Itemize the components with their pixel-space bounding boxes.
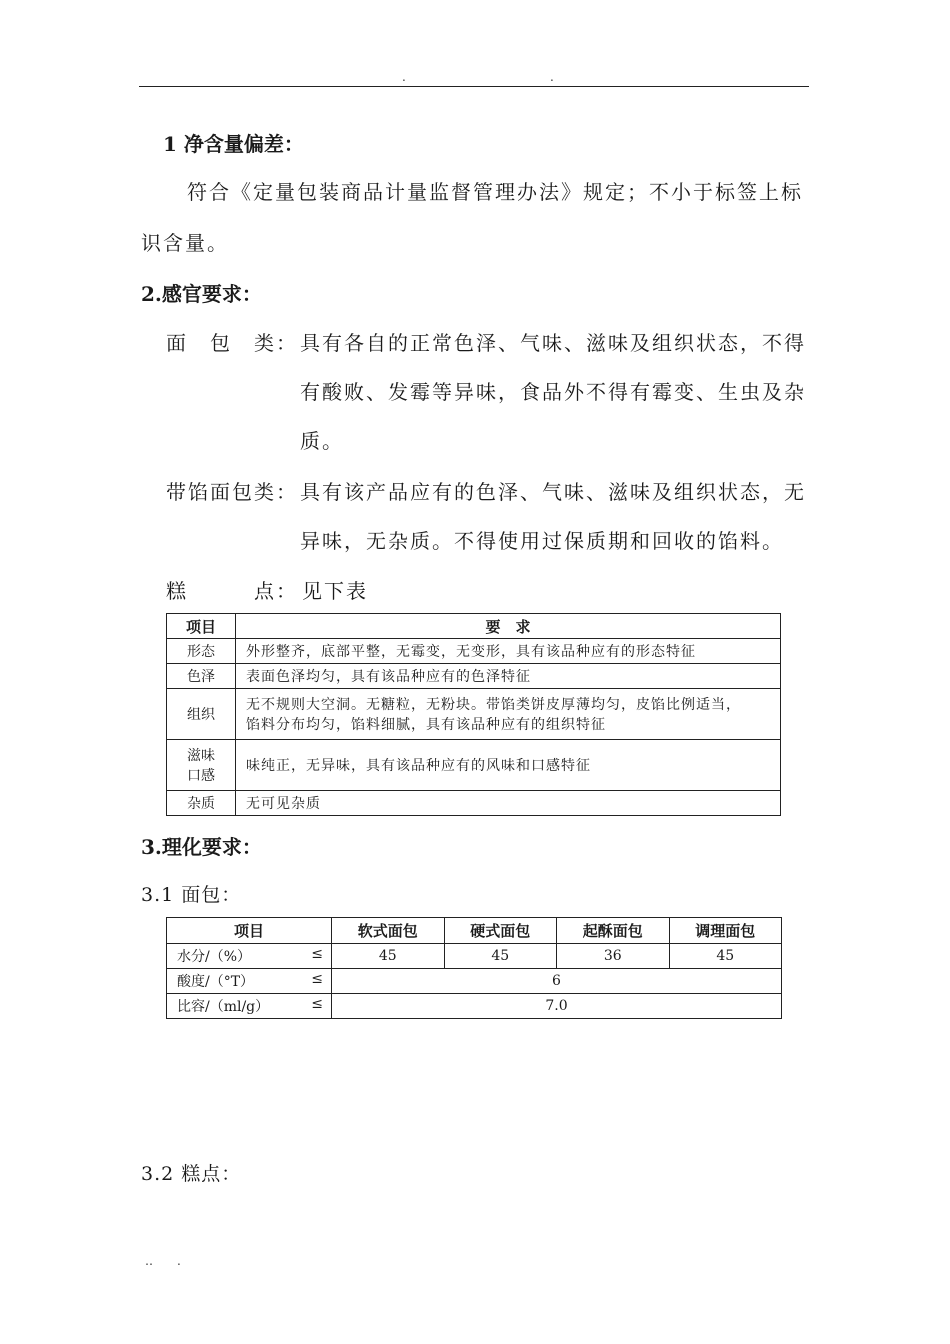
row-item: 杂质 (167, 791, 236, 816)
col-header-puff-bread: 起酥面包 (557, 918, 670, 944)
table-row (167, 944, 782, 969)
footer-dots: ‥ . (145, 1254, 181, 1268)
bread-text-line1: 具有各自的正常色泽、气味、滋味及组织状态，不得 (300, 331, 806, 355)
value-cell: 45 (669, 944, 782, 969)
section2-title: 2.感官要求： (141, 282, 262, 306)
col-header-prepared-bread: 调理面包 (669, 918, 782, 944)
col-header-item: 项目 (167, 918, 332, 944)
section3-2-title: 3.2 糕点： (141, 1163, 242, 1185)
leq-symbol: ≤ (311, 996, 323, 1012)
row-item: 色泽 (167, 664, 236, 689)
item-line1: 滋味 (187, 748, 215, 764)
section1-text-line1: 符合《定量包装商品计量监督管理办法》规定；不小于标签上标 (187, 180, 803, 204)
value-cell: 36 (557, 944, 670, 969)
section1-title: 1 净含量偏差： (163, 132, 304, 156)
table-row (167, 639, 781, 664)
row-item (167, 994, 332, 1019)
header-dot-left: . (402, 70, 406, 84)
bread-physchem-table (166, 917, 782, 1019)
table-row (167, 664, 781, 689)
value-cell: 45 (332, 944, 445, 969)
table-row (167, 994, 782, 1019)
row-requirement (236, 689, 781, 740)
sensory-table (166, 613, 781, 816)
requirement-line1: 无不规则大空洞。无糖粒，无粉块。带馅类饼皮厚薄均匀，皮馅比例适当， (246, 697, 741, 713)
bread-text-line3: 质。 (300, 429, 344, 453)
bread-text-line2: 有酸败、发霉等异味，食品外不得有霉变、生虫及杂 (300, 380, 806, 404)
leq-symbol: ≤ (311, 971, 323, 987)
cake-text: 见下表 (302, 579, 368, 603)
row-item: 组织 (167, 689, 236, 740)
item-label: 比容/（ml/g） (177, 999, 270, 1015)
header-rule (139, 86, 809, 87)
table-header-row (167, 918, 782, 944)
value-cell: 6 (332, 969, 782, 994)
row-item: 形态 (167, 639, 236, 664)
table-row (167, 969, 782, 994)
col-header-soft-bread: 软式面包 (332, 918, 445, 944)
value-cell: 45 (444, 944, 557, 969)
requirement-line2: 馅料分布均匀，馅料细腻，具有该品种应有的组织特征 (246, 717, 606, 733)
item-label: 水分/（%） (177, 949, 252, 965)
bread-label: 面 包 类： (166, 331, 298, 355)
cake-label: 糕 点： (166, 579, 298, 603)
row-item (167, 740, 236, 791)
filled-bread-label: 带馅面包类： (166, 480, 298, 504)
header-dot-right: . (550, 70, 554, 84)
table-row (167, 689, 781, 740)
row-requirement: 外形整齐，底部平整，无霉变，无变形，具有该品种应有的形态特征 (236, 639, 781, 664)
table-row (167, 740, 781, 791)
value-cell: 7.0 (332, 994, 782, 1019)
row-requirement: 无可见杂质 (236, 791, 781, 816)
col-header-item: 项目 (167, 614, 236, 639)
row-item (167, 969, 332, 994)
table-row (167, 791, 781, 816)
filled-bread-text-line2: 异味，无杂质。不得使用过保质期和回收的馅料。 (300, 529, 784, 553)
filled-bread-text-line1: 具有该产品应有的色泽、气味、滋味及组织状态，无 (300, 480, 806, 504)
section3-1-title: 3.1 面包： (141, 884, 242, 906)
row-requirement: 味纯正，无异味，具有该品种应有的风味和口感特征 (236, 740, 781, 791)
col-header-requirement: 要 求 (236, 614, 781, 639)
table-header-row (167, 614, 781, 639)
item-line2: 口感 (187, 768, 215, 784)
section3-title: 3.理化要求： (141, 835, 262, 859)
item-label: 酸度/（°T） (177, 974, 255, 990)
row-requirement: 表面色泽均匀，具有该品种应有的色泽特征 (236, 664, 781, 689)
row-item (167, 944, 332, 969)
section1-text-line2: 识含量。 (141, 231, 229, 255)
col-header-hard-bread: 硬式面包 (444, 918, 557, 944)
leq-symbol: ≤ (311, 946, 323, 962)
